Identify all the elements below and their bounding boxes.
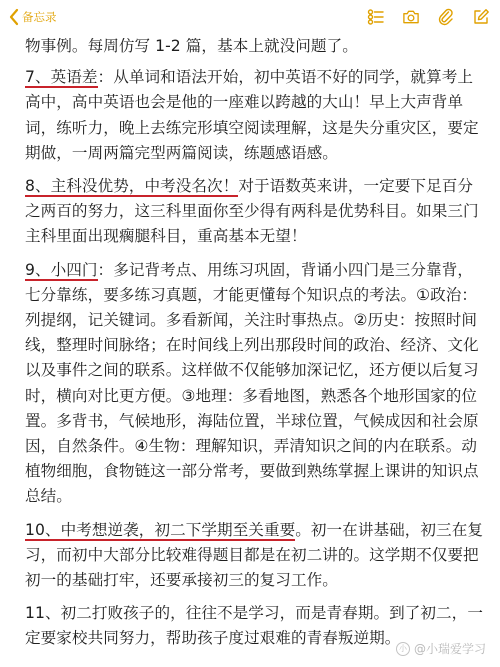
attach-icon[interactable] xyxy=(437,8,455,26)
paragraph xyxy=(25,518,487,594)
paragraph-heading: 9、小四门 xyxy=(25,260,98,279)
watermark-text: @小瑞爱学习 xyxy=(413,642,486,656)
compose-icon[interactable] xyxy=(472,8,490,26)
paragraph-text: ：多记背考点、用练习巩固，背诵小四门是三分靠背，七分靠练，要多练习真题，才能更懂每个知识点的考法。①政治：列提纲，记关键词。多看新闻，关注时事热点。②历史：按照时间线，整理时间脉络；在时间线上列出那段时间的政治、经济、文化以及事件之间的联系。这样做不仅能够加深记忆，还方便以后复习时，横向对比更方便。③地理：多看地图，熟悉各个地形国家的位置。多背书，气候地形，海陆位置，半球位置，气候成因和社会原因，自然条件。④生物：理解知识，弄清知识之间的内在联系。动植物细胞，食物链这一部分常考，要做到熟练掌握上课讲的知识点总结。 xyxy=(25,260,479,506)
paragraph-text: 对于语数英来讲，一定要下足百分之两百的努力，这三科里面你至少得有两科是优势科目。如果三门主科里面出现瘸腿科目，重高基本无望！ xyxy=(25,177,479,246)
toolbar-actions xyxy=(367,6,490,28)
paragraph xyxy=(25,34,487,59)
watermark xyxy=(396,641,486,657)
paragraph xyxy=(25,65,487,166)
paragraph-text: 11、初二打败孩子的，往往不是学习，而是青春期。到了初二，一定要家校共同努力，帮助孩子度过艰难的青春叛逆期。 xyxy=(25,604,483,648)
camera-icon[interactable] xyxy=(402,8,420,26)
note-body[interactable] xyxy=(25,34,487,660)
paragraph xyxy=(25,258,487,510)
paragraph-text: ：从单词和语法开始，初中英语不好的同学，就算考上高中，高中英语也会是他的一座难以跨越的大山！早上大声背单词，练听力，晚上去练完形填空阅读理解，这是失分重灾区，要定期做，一周两篇完型两篇阅读，练题感语感。 xyxy=(25,68,479,162)
paragraph-heading: 10、中考想逆袭，初二下学期至关重要 xyxy=(25,520,296,539)
paragraph xyxy=(25,174,487,250)
chevron-left-icon xyxy=(8,8,20,26)
checklist-icon[interactable] xyxy=(367,8,385,26)
back-label: 备忘录 xyxy=(22,10,57,24)
paragraph-heading: 8、主科没优势，中考没名次！ xyxy=(25,177,239,196)
paragraph-text: 。初一在讲基础，初三在复习，而初中大部分比较难得题目都是在初二讲的。这学期不仅要把初一的基础打牢，还要承接初三的复习工作。 xyxy=(25,520,483,590)
notes-toolbar xyxy=(0,0,500,34)
watermark-logo-icon: 小 xyxy=(396,642,410,656)
paragraph-text: 物事例。每周仿写 1-2 篇，基本上就没问题了。 xyxy=(25,37,358,55)
paragraph-heading: 7、英语差 xyxy=(25,68,98,87)
back-button[interactable] xyxy=(8,6,57,28)
